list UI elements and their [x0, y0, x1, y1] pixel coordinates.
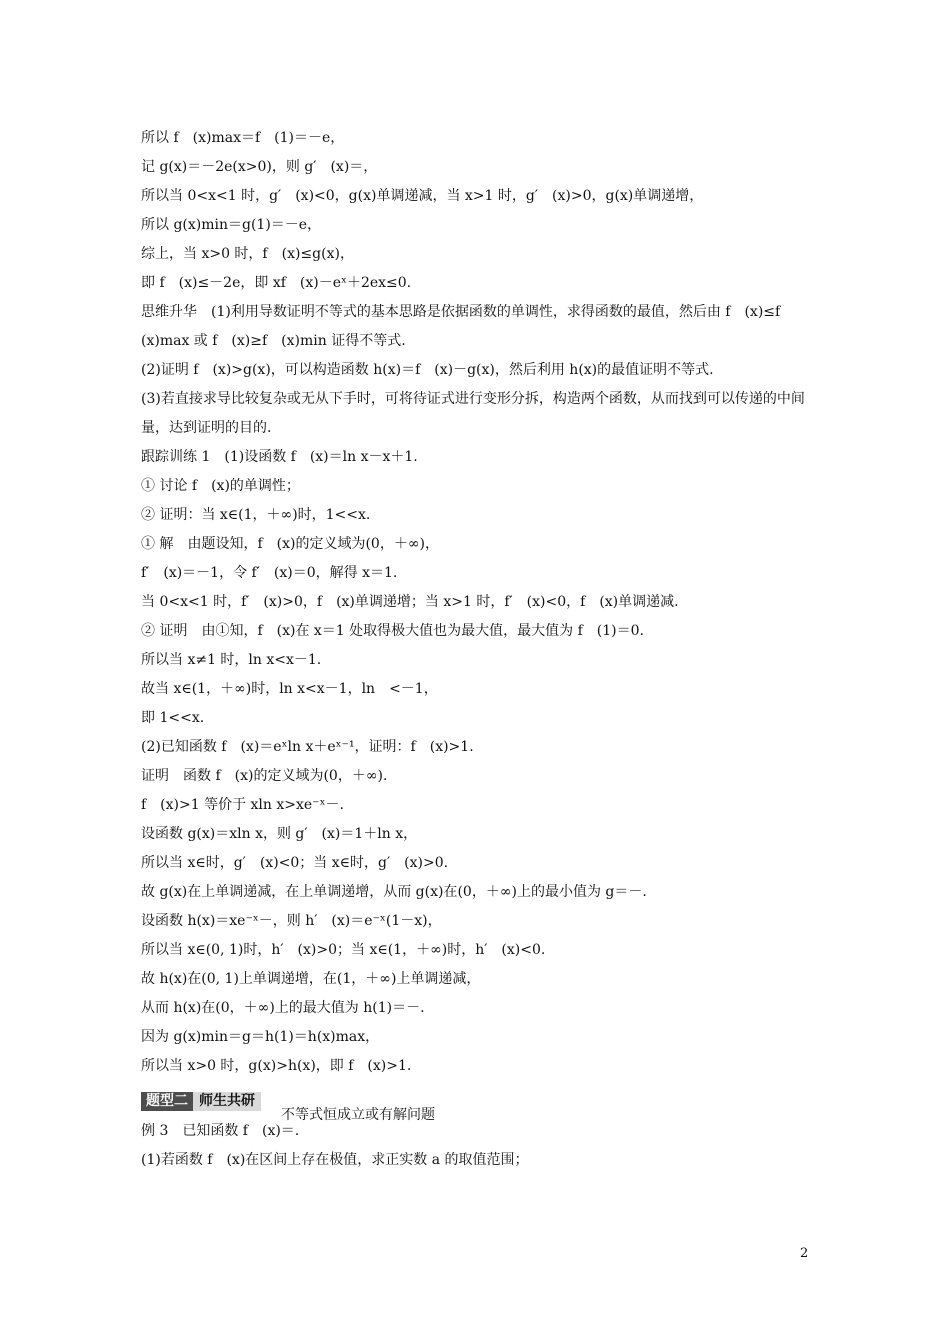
text-line: (2)已知函数 f (x)＝eˣln x＋eˣ⁻¹，证明：f (x)>1. — [141, 739, 474, 755]
text-line: ② 证明：当 x∈(1，＋∞)时，1<<x. — [141, 507, 371, 523]
text-line: ① 解 由题设知，f (x)的定义域为(0，＋∞)， — [141, 536, 439, 552]
text-line: 设函数 g(x)＝xln x，则 g′ (x)＝1＋ln x， — [141, 826, 418, 842]
text-line: 思维升华 (1)利用导数证明不等式的基本思路是依据函数的单调性，求得函数的最值，然后由 f (x)≤f (x)max 或 f (x)≥f (x)min 证得不等式. — [141, 304, 795, 349]
text-line: 例 3 已知函数 f (x)＝. — [141, 1123, 300, 1139]
text-line: ① 讨论 f (x)的单调性； — [141, 478, 300, 494]
text-line: 当 0<x<1 时，f′ (x)>0，f (x)单调递增；当 x>1 时，f′ (x)<0，f (x)单调递减. — [141, 594, 679, 610]
text-line: 因为 g(x)min＝g＝h(1)＝h(x)max， — [141, 1029, 380, 1045]
text-line: f′ (x)＝－1，令 f′ (x)＝0，解得 x＝1. — [141, 565, 398, 581]
text-line: 所以当 x≠1 时，ln x<x－1. — [141, 652, 322, 668]
example-text-block — [141, 1117, 813, 1175]
page-content — [141, 124, 813, 1175]
section-header — [141, 1087, 813, 1123]
text-line: (3)若直接求导比较复杂或无从下手时，可将待证式进行变形分拆，构造两个函数，从而找到可以传递的中间量，达到证明的目的. — [141, 391, 805, 436]
text-line: 证明 函数 f (x)的定义域为(0，＋∞). — [141, 768, 388, 784]
text-line: ② 证明 由①知，f (x)在 x＝1 处取得极大值也为最大值，最大值为 f (1)＝0. — [141, 623, 644, 639]
text-line: 所以当 x>0 时，g(x)>h(x)，即 f (x)>1. — [141, 1058, 412, 1074]
text-line: (2)证明 f (x)>g(x)，可以构造函数 h(x)＝f (x)－g(x)，然后利用 h(x)的最值证明不等式. — [141, 362, 714, 378]
text-line: (1)若函数 f (x)在区间上存在极值，求正实数 a 的取值范围； — [141, 1152, 529, 1168]
text-line: 所以当 x∈时，g′ (x)<0；当 x∈时，g′ (x)>0. — [141, 855, 449, 871]
text-line: 所以 g(x)min＝g(1)＝－e， — [141, 217, 322, 233]
section-badge-type: 题型二 — [141, 1092, 193, 1111]
section-badge-mode: 师生共研 — [193, 1092, 261, 1111]
text-line: f (x)>1 等价于 xln x>xe⁻ˣ－. — [141, 797, 344, 813]
text-line: 即 1<<x. — [141, 710, 205, 726]
text-line: 跟踪训练 1 (1)设函数 f (x)＝ln x－x＋1. — [141, 449, 418, 465]
text-line: 即 f (x)≤－2e，即 xf (x)－eˣ＋2ex≤0. — [141, 275, 412, 291]
text-line: 记 g(x)＝－2e(x>0)，则 g′ (x)＝， — [141, 159, 378, 175]
text-line: 故当 x∈(1，＋∞)时，ln x<x－1，ln <－1， — [141, 681, 438, 697]
text-line: 综上，当 x>0 时，f (x)≤g(x)， — [141, 246, 354, 262]
page-number: 2 — [800, 1246, 809, 1261]
proof-text-block — [141, 124, 813, 1081]
text-line: 所以 f (x)max＝f (1)＝－e， — [141, 130, 345, 146]
text-line: 设函数 h(x)＝xe⁻ˣ－，则 h′ (x)＝e⁻ˣ(1－x)， — [141, 913, 442, 929]
text-line: 故 h(x)在(0, 1)上单调递增，在(1，＋∞)上单调递减， — [141, 971, 481, 987]
text-line: 从而 h(x)在(0，＋∞)上的最大值为 h(1)＝－. — [141, 1000, 425, 1016]
text-line: 所以当 x∈(0, 1)时，h′ (x)>0；当 x∈(1，＋∞)时，h′ (x)<0. — [141, 942, 546, 958]
section-badge — [141, 1092, 261, 1111]
section-title: 不等式恒成立或有解问题 — [281, 1107, 435, 1123]
text-line: 所以当 0<x<1 时，g′ (x)<0，g(x)单调递减，当 x>1 时，g′ (x)>0，g(x)单调递增， — [141, 188, 704, 204]
text-line: 故 g(x)在上单调递减，在上单调递增，从而 g(x)在(0，＋∞)上的最小值为 g＝－. — [141, 884, 647, 900]
